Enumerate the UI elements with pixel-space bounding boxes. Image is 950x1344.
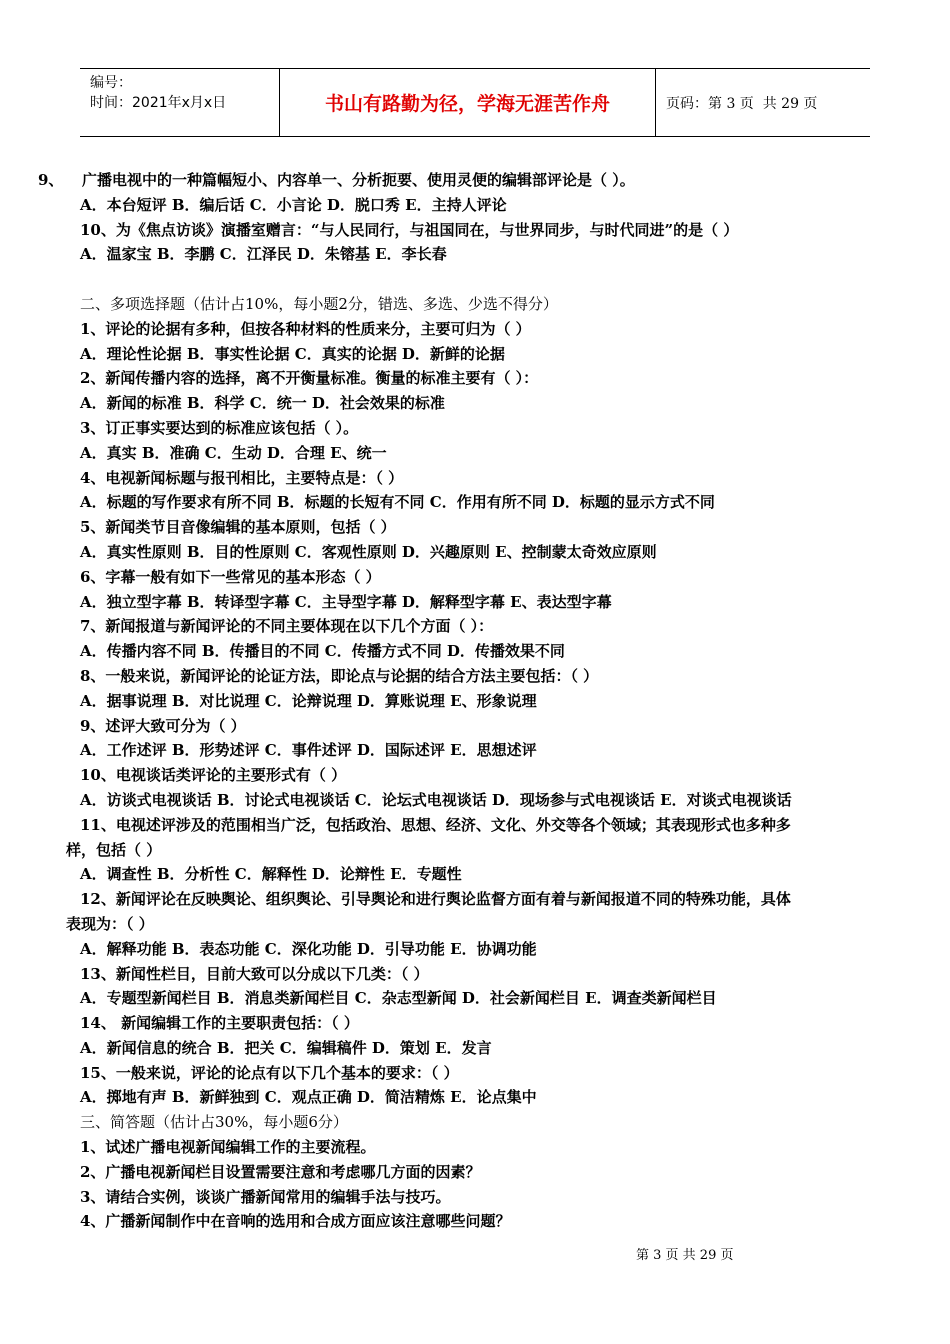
s2-line: 13、新闻性栏目，目前大致可以分成以下几类：（ ） <box>80 964 429 983</box>
s2-line: A．专题型新闻栏目 B．消息类新闻栏目 C．杂志型新闻 D．社会新闻栏目 E．调查类新闻栏目 <box>80 989 717 1008</box>
header-motto: 书山有路勤为径，学海无涯苦作舟 <box>280 69 656 136</box>
s2-line: A．标题的写作要求有所不同 B．标题的长短有不同 C．作用有所不同 D．标题的显示方式不同 <box>80 493 715 512</box>
s2-line: 7、新闻报道与新闻评论的不同主要体现在以下几个方面（ ）： <box>80 617 494 636</box>
page-footer: 第 3 页 共 29 页 <box>636 1248 734 1263</box>
s3-line: 4、广播新闻制作中在音响的选用和合成方面应该注意哪些问题？ <box>80 1212 511 1231</box>
question-9 <box>0 168 950 193</box>
question-9-options: A．本台短评 B．编后话 C．小言论 D．脱口秀 E．主持人评论 <box>80 195 507 214</box>
s2-line: A．独立型字幕 B．转译型字幕 C．主导型字幕 D．解释型字幕 E、表达型字幕 <box>80 592 612 611</box>
spacer <box>0 267 950 292</box>
page-header <box>80 68 870 137</box>
question-12-line-2: 表现为：（ ） <box>66 914 154 933</box>
s2-line: 1、评论的论据有多种，但按各种材料的性质来分，主要可归为（ ） <box>80 319 531 338</box>
s2-line: 9、述评大致可分为（ ） <box>80 716 246 735</box>
document-body <box>0 168 950 1234</box>
s2-line: A．访谈式电视谈话 B．讨论式电视谈话 C．论坛式电视谈话 D．现场参与式电视谈话 E．对谈式电视谈话 <box>80 790 792 809</box>
s2-line: A．新闻的标准 B．科学 C．统一 D．社会效果的标准 <box>80 394 445 413</box>
s2-line: A．工作述评 B．形势述评 C．事件述评 D．国际述评 E．思想述评 <box>80 741 537 760</box>
s2-line: 6、字幕一般有如下一些常见的基本形态（ ） <box>80 567 381 586</box>
s2-line: 15、一般来说，评论的论点有以下几个基本的要求：（ ） <box>80 1063 459 1082</box>
section-2-title: 二、多项选择题（估计占10%，每小题2分，错选、多选、少选不得分） <box>80 294 558 313</box>
s2-line: 2、新闻传播内容的选择，离不开衡量标准。衡量的标准主要有（ ）： <box>80 369 539 388</box>
header-page-info <box>656 69 870 136</box>
s3-line: 2、广播电视新闻栏目设置需要注意和考虑哪几方面的因素？ <box>80 1162 481 1181</box>
s2-line: A．据事说理 B．对比说理 C．论辩说理 D．算账说理 E、形象说理 <box>80 691 537 710</box>
s2-line: 14、 新闻编辑工作的主要职责包括：（ ） <box>80 1014 359 1033</box>
question-10-options: A．温家宝 B．李鹏 C．江泽民 D．朱镕基 E．李长春 <box>80 245 447 264</box>
header-meta <box>80 69 280 136</box>
section-3-title: 三、简答题（估计占30%，每小题6分） <box>80 1113 348 1132</box>
question-11-line-2: 样，包括（ ） <box>66 840 162 859</box>
question-number: 9、 <box>38 171 64 189</box>
s2-line: A．真实性原则 B．目的性原则 C．客观性原则 D．兴趣原则 E、控制蒙太奇效应原则 <box>80 542 657 561</box>
s3-line: 3、请结合实例，谈谈广播新闻常用的编辑手法与技巧。 <box>80 1187 451 1206</box>
s2-line: A．掷地有声 B．新鲜独到 C．观点正确 D．简洁精炼 E．论点集中 <box>80 1088 537 1107</box>
s2-line: A．传播内容不同 B．传播目的不同 C．传播方式不同 D．传播效果不同 <box>80 642 565 661</box>
header-page-text: 页码：第 3 页 共 29 页 <box>666 95 818 112</box>
question-text: 广播电视中的一种篇幅短小、内容单一、分析扼要、使用灵便的编辑部评论是（ ）。 <box>82 171 635 189</box>
document-number-label: 编号： <box>90 75 132 91</box>
s2-line: 4、电视新闻标题与报刊相比，主要特点是：（ ） <box>80 468 404 487</box>
s2-line: A．理论性论据 B．事实性论据 C．真实的论据 D．新鲜的论据 <box>80 344 505 363</box>
s2-line: 10、电视谈话类评论的主要形式有（ ） <box>80 766 347 785</box>
question-11-line-1: 11、电视述评涉及的范围相当广泛，包括政治、思想、经济、文化、外交等各个领域；其表现形式也多种多 <box>80 815 791 834</box>
document-time-label: 时间：2021年x月x日 <box>90 95 227 111</box>
question-12-line-1: 12、新闻评论在反映舆论、组织舆论、引导舆论和进行舆论监督方面有着与新闻报道不同的特殊功能，具体 <box>80 890 791 909</box>
s3-line: 1、试述广播电视新闻编辑工作的主要流程。 <box>80 1138 376 1157</box>
question-11-options: A．调查性 B．分析性 C．解释性 D．论辩性 E．专题性 <box>80 865 462 884</box>
question-10: 10、为《焦点访谈》演播室赠言：“与人民同行，与祖国同在，与世界同步，与时代同进”的是（ ） <box>80 220 739 239</box>
s2-line: 5、新闻类节目音像编辑的基本原则，包括（ ） <box>80 518 396 537</box>
s2-line: 8、一般来说，新闻评论的论证方法，即论点与论据的结合方法主要包括：（ ） <box>80 666 599 685</box>
s2-line: 3、订正事实要达到的标准应该包括（ ）。 <box>80 418 359 437</box>
s2-line: A．新闻信息的统合 B．把关 C．编辑稿件 D．策划 E．发言 <box>80 1038 492 1057</box>
s2-line: A．真实 B．准确 C．生动 D．合理 E、统一 <box>80 443 387 462</box>
s2-line: A．解释功能 B．表态功能 C．深化功能 D．引导功能 E．协调功能 <box>80 939 537 958</box>
